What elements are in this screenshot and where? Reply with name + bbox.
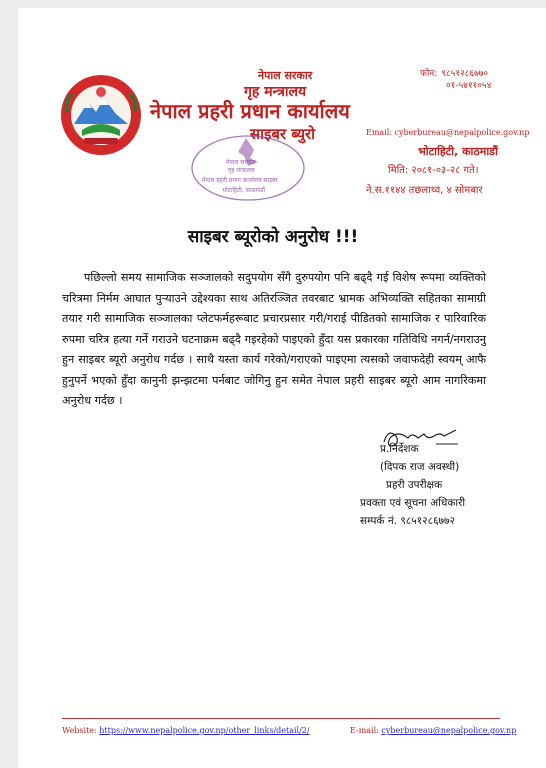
- official-stamp: [188, 132, 308, 204]
- svg-text:नेपाल सरकार: नेपाल सरकार: [226, 159, 256, 166]
- phone-label: फोन:: [420, 69, 438, 79]
- office-name: नेपाल प्रहरी प्रधान कार्यालय: [150, 99, 350, 123]
- footer-website: [62, 726, 310, 735]
- svg-text:भोटाहिटी, काठमाडौं: भोटाहिटी, काठमाडौं: [222, 187, 266, 194]
- contact-block: [420, 68, 491, 92]
- svg-text:नेपाल प्रहरी प्रधान कार्यालय स: नेपाल प्रहरी प्रधान कार्यालय साइबर: [202, 177, 278, 184]
- footer-website-link[interactable]: https://www.nepalpolice.gov.np/other_links/detail/2/: [99, 726, 310, 735]
- header-email: Email: cyberbureau@nepalpolice.gov.np: [366, 128, 530, 137]
- letter-body: पछिल्लो समय सामाजिक सञ्जालको सदुपयोग सँगै दुरुपयोग पनि बढ्दै गई विशेष रूपमा व्यक्तिको चरित्रमा निर्मम आघात पुऱ्याउने उद्देश्यका साथ अतिरञ्जित तवरबाट भ्रामक अभिव्यक्ति सहितका सामाग्री तयार गरी सामाजिक सञ्जालका प्लेटफर्महरूबाट प्रचारप्रसार गरी/गराई पीडितको सामाजिक र पारिवारिक रुपमा चरित्र हत्या गर्ने गराउने घटनाक्रम बढ्दै गइरहेको पाइएको हुँदा यस प्रकारका गतिविधि नगर्न/नगराउनु हुन साइबर ब्यूरो अनुरोध गर्दछ । साथै यस्ता कार्य गरेको/गराएको पाइएमा त्यसको जवाफदेही स्वयम् आफै हुनुपर्ने भएको हुँदा कानुनी झन्झटमा पर्नबाट जोगिनु हुन समेत नेपाल प्रहरी साइबर ब्यूरो आम नागरिकमा अनुरोध गर्दछ ।: [62, 271, 486, 407]
- signatory-name: (दिपक राज अवस्थी): [380, 461, 460, 473]
- date-nepal-sambat: ने.स.११४४ तछलाथ्व, ४ सोमबार: [366, 185, 483, 196]
- signatory-phone: सम्पर्क नं. ९८५१२८६७७२: [360, 515, 455, 527]
- letter-subject: साइबर ब्यूरोको अनुरोध !!!: [187, 227, 359, 247]
- footer-email-label: E-mail:: [350, 726, 379, 735]
- page-edge-top: [0, 0, 546, 8]
- ministry-name: गृह मन्त्रालय: [244, 84, 307, 100]
- phone-number-2: ०१-५४११०५४: [446, 81, 492, 91]
- signatory-rank: प्रहरी उपरीक्षक: [386, 479, 443, 491]
- gov-name: नेपाल सरकार: [258, 69, 313, 82]
- footer-website-label: Website:: [62, 726, 97, 735]
- signatory-title: प्र.निर्देशक: [380, 443, 419, 455]
- svg-text:गृह मन्त्रालय: गृह मन्त्रालय: [228, 167, 255, 174]
- office-location: भोटाहिटी, काठमाडौं: [418, 145, 498, 158]
- nepal-emblem-icon: [58, 72, 144, 158]
- date-bs: मिति: २०८१-०३-२८ गते।: [388, 165, 479, 176]
- phone-number-1: ९८५१२८६७७०: [441, 69, 489, 79]
- footer-divider: [62, 718, 500, 719]
- footer-email: [350, 726, 516, 735]
- signatory-block: [350, 440, 465, 530]
- bureau-name: साइबर ब्युरो: [250, 125, 316, 143]
- footer-email-link[interactable]: cyberbureau@nepalpolice.gov.np: [381, 726, 517, 735]
- page-edge: [0, 0, 18, 768]
- signatory-role: प्रवक्ता एवं सूचना अधिकारी: [360, 497, 466, 509]
